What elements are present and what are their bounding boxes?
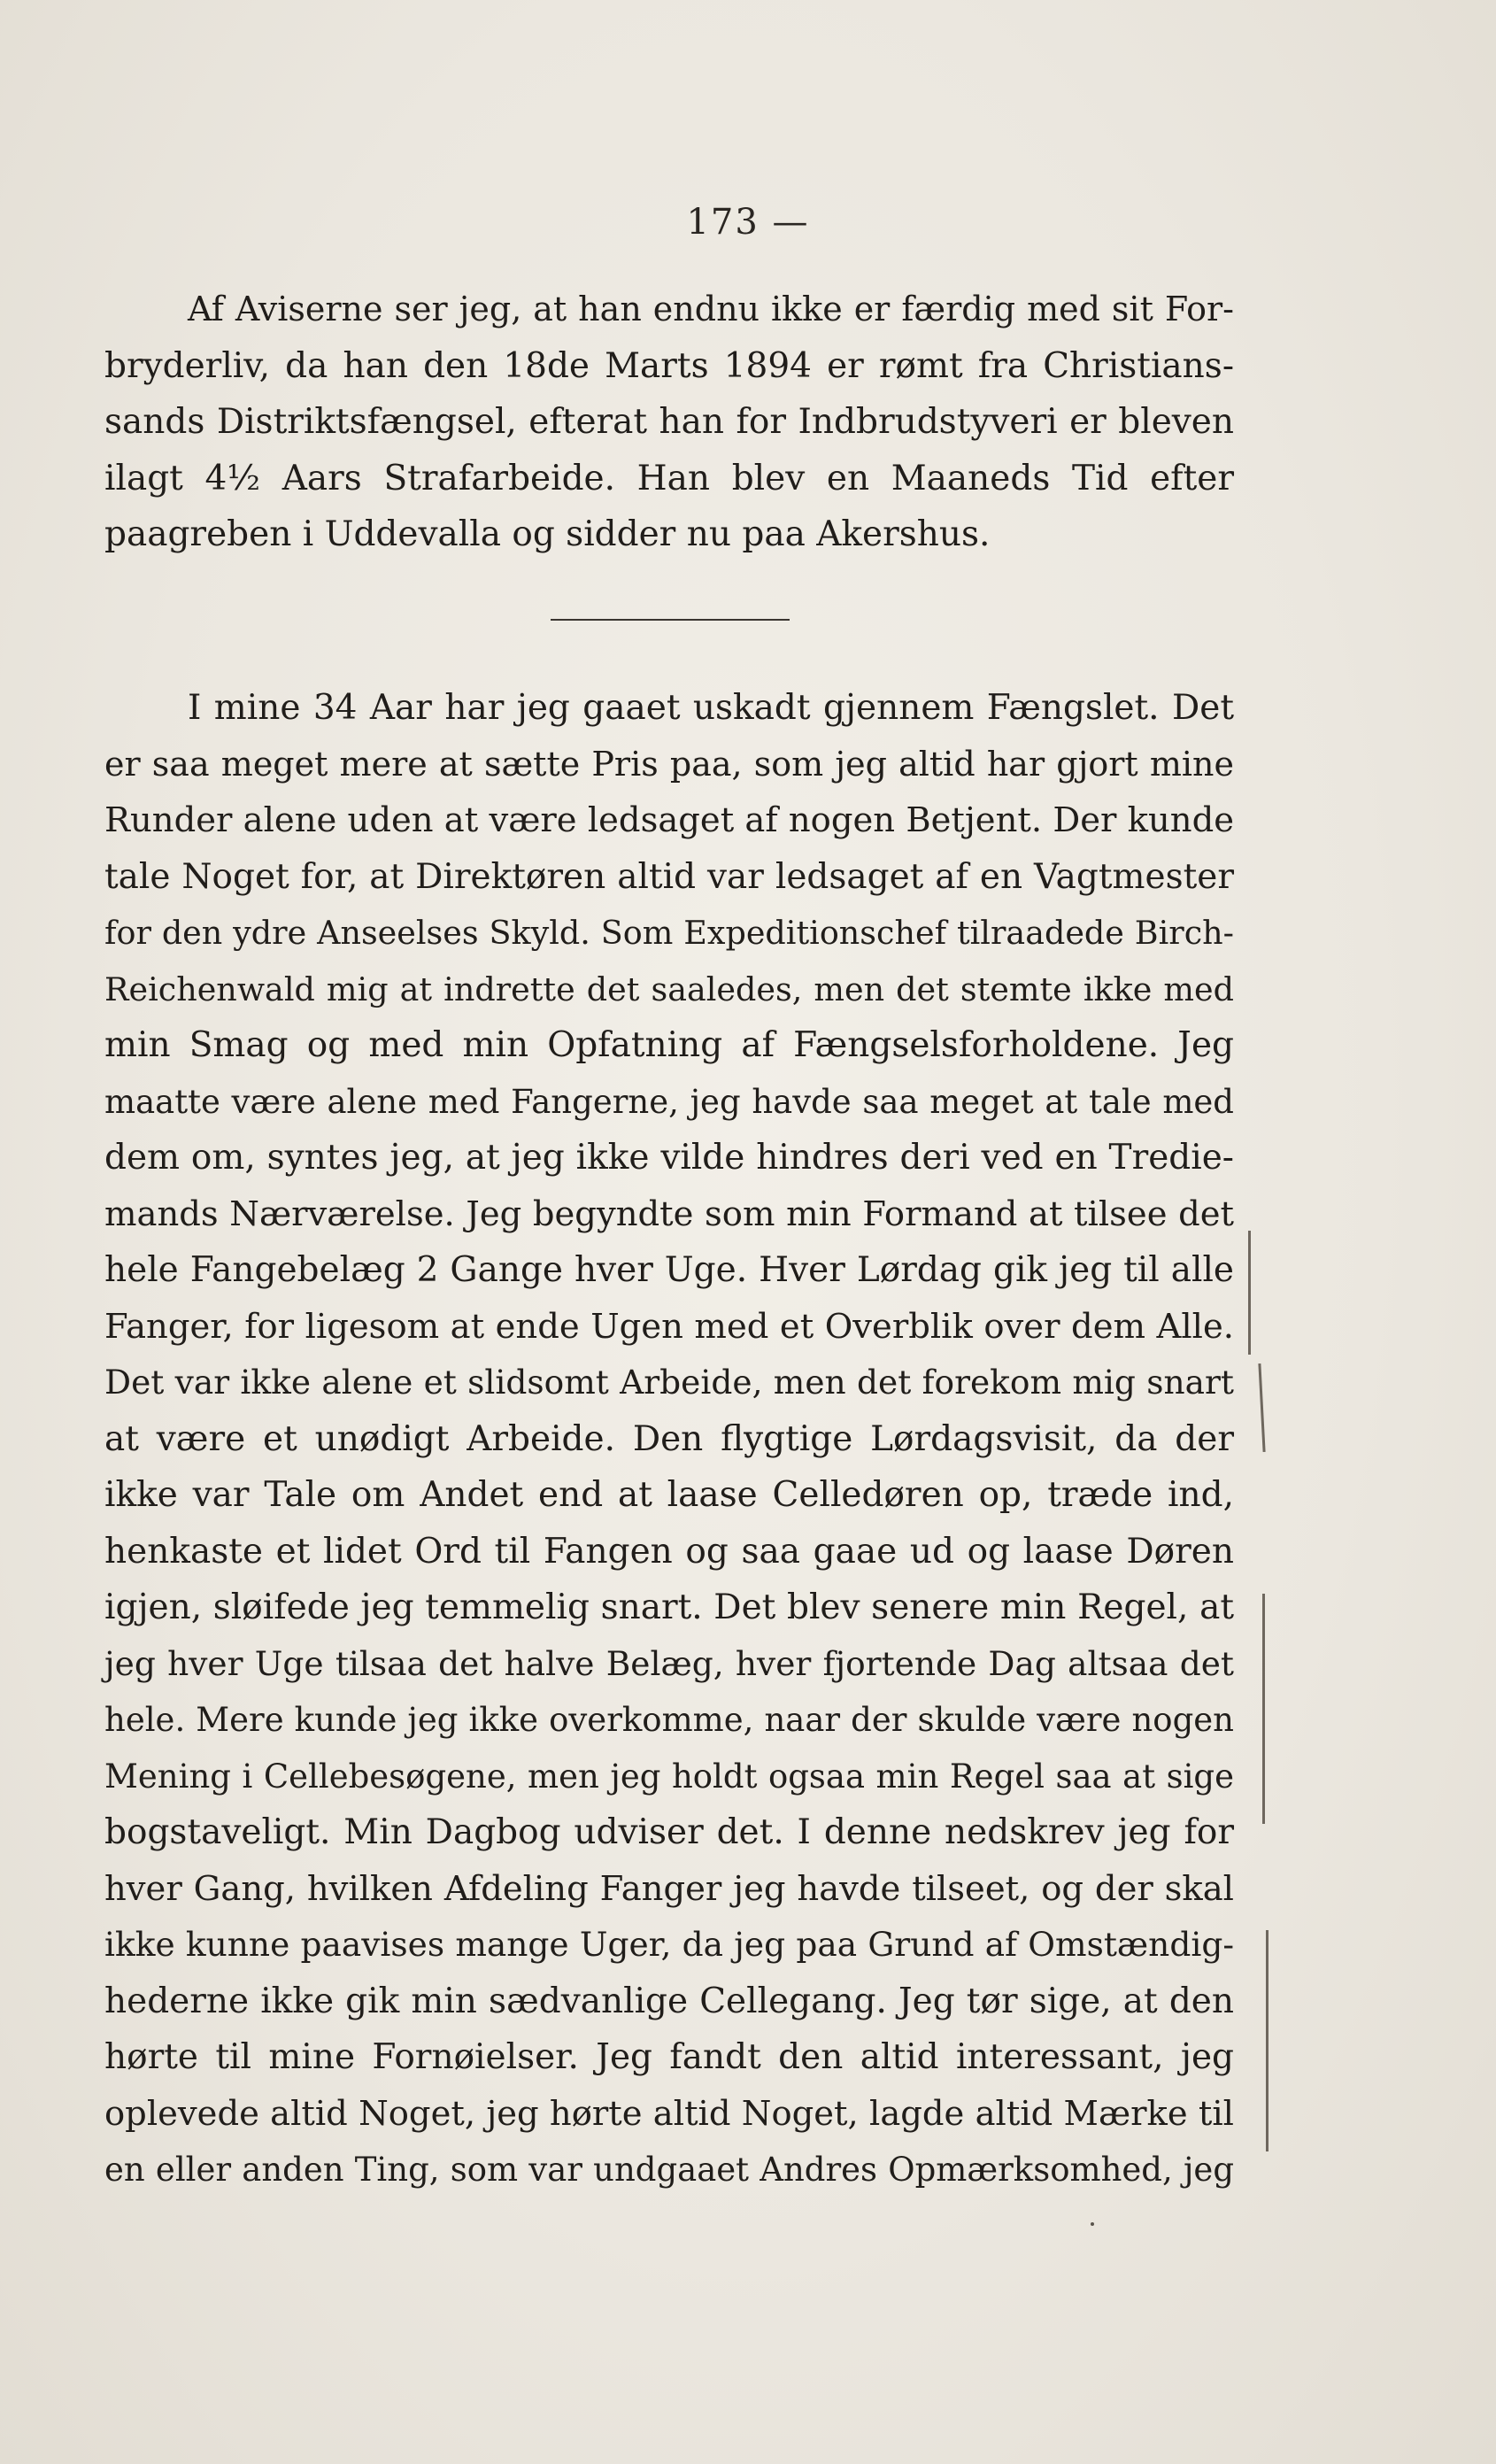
text-line: Mening i Cellebesøgene, men jeg holdt ogsaa min Regel saa at sige — [104, 1757, 1234, 1796]
margin-pencil-mark — [1258, 1363, 1265, 1452]
text-line: sands Distriktsfængsel, efterat han for Indbrudstyveri er bleven — [104, 402, 1234, 442]
text-line: I mine 34 Aar har jeg gaaet uskadt gjennem Fængslet. Det — [188, 688, 1234, 728]
text-line: ilagt 4½ Aars Strafarbeide. Han blev en Maaneds Tid efter — [104, 458, 1234, 498]
text-line: en eller anden Ting, som var undgaaet Andres Opmærksomhed, jeg — [104, 2151, 1234, 2189]
text-line: paagreben i Uddevalla og sidder nu paa Akershus. — [104, 514, 991, 554]
text-line: hele Fangebelæg 2 Gange hver Uge. Hver Lørdag gik jeg til alle — [104, 1250, 1234, 1290]
page-number: 173 — — [686, 202, 810, 243]
text-line: at være et unødigt Arbeide. Den flygtige Lørdagsvisit, da der — [104, 1418, 1234, 1459]
text-line: mands Nærværelse. Jeg begyndte som min Formand at tilsee det — [104, 1193, 1234, 1234]
paragraph-1 — [104, 282, 1234, 563]
text-line: Runder alene uden at være ledsaget af nogen Betjent. Der kunde — [104, 800, 1234, 840]
margin-pencil-mark — [1262, 1594, 1265, 1824]
paragraph-2 — [104, 680, 1234, 2198]
text-line: Af Aviserne ser jeg, at han endnu ikke er færdig med sit For- — [188, 290, 1234, 328]
text-line: ikke kunne paavises mange Uger, da jeg paa Grund af Omstændig- — [104, 1925, 1234, 1964]
text-line: bogstaveligt. Min Dagbog udviser det. I denne nedskrev jeg for — [104, 1812, 1234, 1852]
text-line: tale Noget for, at Direktøren altid var ledsaget af en Vagtmester — [104, 856, 1234, 897]
text-line: Det var ikke alene et slidsomt Arbeide, men det forekom mig snart — [104, 1363, 1234, 1402]
text-line: hver Gang, hvilken Afdeling Fanger jeg havde tilseet, og der skal — [104, 1868, 1234, 1909]
text-line: igjen, sløifede jeg temmelig snart. Det blev senere min Regel, at — [104, 1587, 1234, 1627]
text-line: Fanger, for ligesom at ende Ugen med et Overblik over dem Alle. — [104, 1306, 1234, 1347]
text-line: dem om, syntes jeg, at jeg ikke vilde hindres deri ved en Tredie- — [104, 1138, 1234, 1178]
text-line: jeg hver Uge tilsaa det halve Belæg, hver fjortende Dag altsaa det — [104, 1643, 1234, 1683]
text-line: ikke var Tale om Andet end at laase Celledøren op, træde ind, — [104, 1475, 1234, 1515]
text-line: henkaste et lidet Ord til Fangen og saa gaae ud og laase Døren — [104, 1531, 1234, 1572]
text-line: maatte være alene med Fangerne, jeg havde saa meget at tale med — [104, 1082, 1234, 1121]
text-line: Reichenwald mig at indrette det saaledes, men det stemte ikke med — [104, 969, 1234, 1008]
text-line: oplevede altid Noget, jeg hørte altid Noget, lagde altid Mærke til — [104, 2093, 1234, 2134]
section-divider — [551, 619, 790, 621]
text-line: hele. Mere kunde jeg ikke overkomme, naar der skulde være nogen — [104, 1701, 1234, 1739]
text-line: min Smag og med min Opfatning af Fængselsforholdene. Jeg — [104, 1025, 1234, 1065]
margin-pencil-mark — [1248, 1231, 1251, 1355]
paper-speck — [1091, 2222, 1094, 2226]
text-line: bryderliv, da han den 18de Marts 1894 er rømt fra Christians- — [104, 345, 1234, 386]
text-line: hederne ikke gik min sædvanlige Cellegang. Jeg tør sige, at den — [104, 1981, 1234, 2021]
text-line: for den ydre Anseelses Skyld. Som Expeditionschef tilraadede Birch- — [104, 914, 1234, 952]
text-line: er saa meget mere at sætte Pris paa, som jeg altid har gjort mine — [104, 744, 1234, 784]
text-line: hørte til mine Fornøielser. Jeg fandt den altid interessant, jeg — [104, 2037, 1234, 2077]
margin-pencil-mark — [1266, 1930, 1269, 2151]
